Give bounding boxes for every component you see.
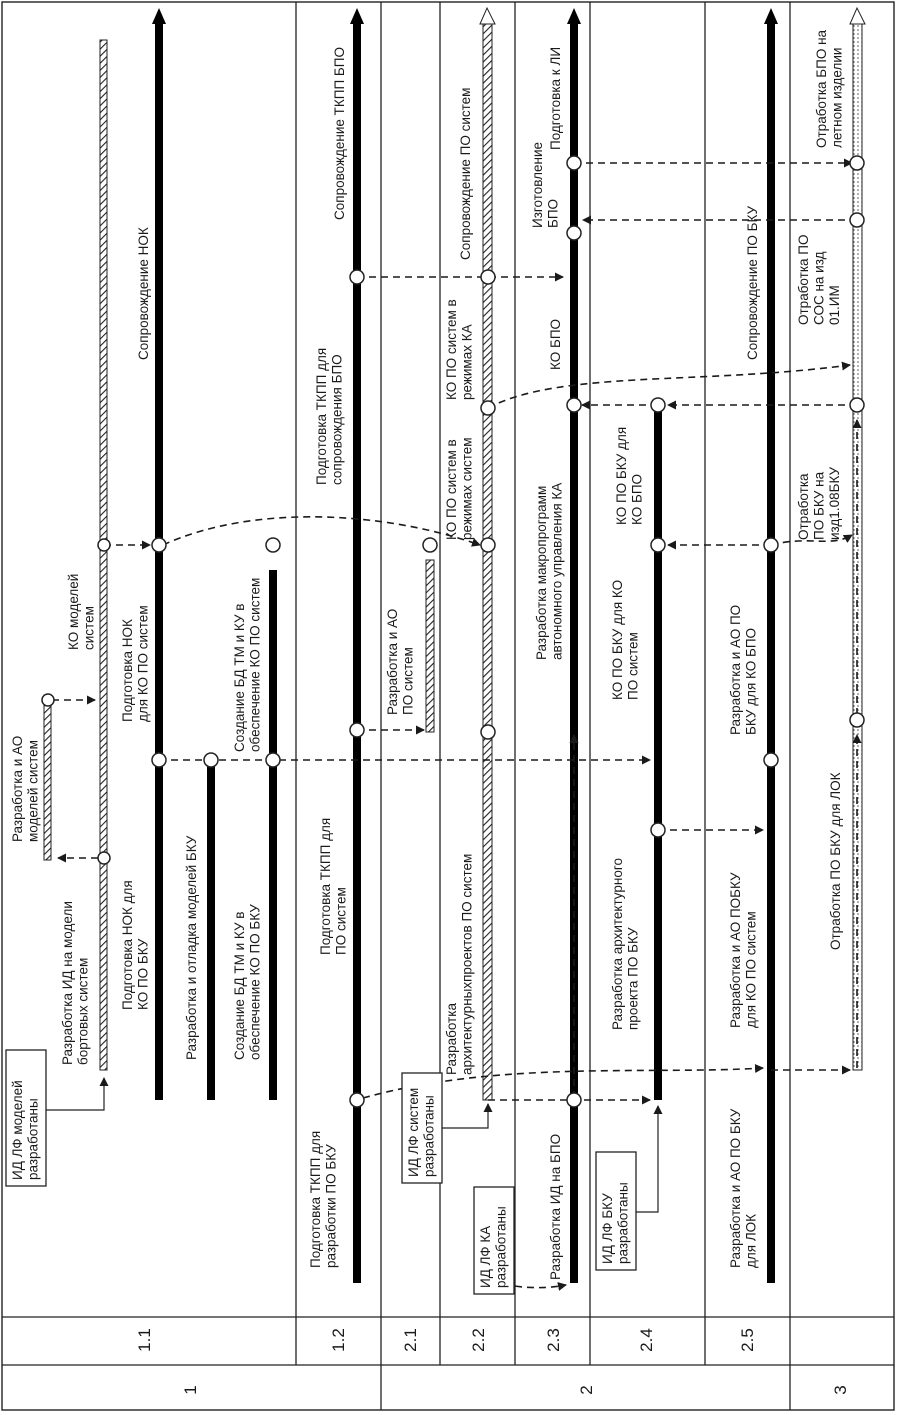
task-label (10, 736, 41, 842)
label-line: Создание БД ТМ и КУ в (232, 911, 247, 1060)
bar-hatched (483, 20, 492, 1100)
event-circle-icon (266, 753, 280, 767)
label-line: ИД ЛФ моделей (10, 1080, 25, 1180)
arrow-head-icon (152, 8, 166, 24)
note-leader (442, 1104, 488, 1128)
task-label (610, 580, 641, 700)
label-line: Разработка и АО ПО (728, 604, 743, 735)
task-label (314, 348, 345, 485)
task-label (530, 142, 561, 228)
task-label (548, 1134, 563, 1280)
note-id-lf-bku (600, 1182, 631, 1264)
task-label (444, 437, 475, 540)
label-line: для КО ПО систем (743, 911, 759, 1028)
event-circle-icon (651, 823, 665, 837)
label-line: режимах КА (459, 324, 475, 400)
label-line: ПО систем (625, 632, 641, 700)
event-circle-icon (350, 270, 364, 284)
event-circle-icon (481, 725, 495, 739)
arrow-head-icon (764, 8, 778, 24)
label-line: для КО ПО систем (135, 605, 151, 722)
label-line: обеспечение КО ПО БКУ (247, 904, 263, 1060)
label-line: ПО систем (400, 647, 416, 715)
label-line: 01.ИМ (827, 285, 843, 325)
label-line: Создание БД ТМ и КУ в (232, 603, 247, 752)
event-circle-icon (266, 538, 280, 552)
label-line: Сопровождение ТКПП БПО (332, 47, 347, 220)
label-line: БКУ для КО БПО (743, 627, 759, 735)
label-line: сопровождения БПО (329, 354, 345, 485)
label-line: Разработка и АО ПО БКУ (728, 1108, 743, 1268)
group-label-1: 1 (181, 1385, 200, 1395)
task-label (120, 880, 151, 1010)
event-circle-icon (481, 270, 495, 284)
event-circle-icon (350, 723, 364, 737)
label-line: обеспечение КО ПО систем (247, 577, 263, 752)
event-circle-icon (481, 538, 495, 552)
label-line: СОС на изд (811, 251, 827, 325)
arrow-head-icon (850, 8, 865, 24)
label-line: разработаны (421, 1095, 437, 1177)
event-circle-icon (350, 1093, 364, 1107)
label-line: ИД ЛФ систем (406, 1087, 421, 1177)
task-label (745, 206, 760, 360)
row-label-1-2: 1.2 (329, 1328, 348, 1352)
label-line: КО ПО БКУ для (614, 426, 629, 525)
event-circle-icon (152, 538, 166, 552)
bar-hatched (100, 40, 107, 1070)
task-label (308, 1131, 339, 1268)
label-line: Разработка ИД на модели (60, 901, 75, 1065)
label-line: Подготовка НОК для (120, 880, 135, 1010)
arrow-head-icon (567, 8, 581, 24)
label-line: КО БПО (548, 318, 563, 370)
task-label (232, 578, 263, 752)
bar-solid (767, 20, 775, 1283)
event-circle-icon (764, 538, 778, 552)
task-label (136, 227, 151, 360)
note-id-lf-systems (406, 1088, 437, 1177)
link-dashed-curve (488, 365, 850, 408)
event-circle-icon (764, 753, 778, 767)
label-line: Отработка ПО (796, 234, 811, 325)
event-circle-icon (850, 156, 864, 170)
task-label (728, 605, 759, 735)
label-line: разработаны (493, 1206, 509, 1288)
arrow-head-icon (350, 8, 364, 24)
label-line: систем (81, 606, 97, 650)
label-line: бортовых систем (75, 957, 91, 1065)
label-line: Подготовка НОК (120, 619, 135, 722)
task-label (828, 772, 843, 950)
bar-solid (155, 20, 163, 1100)
label-line: разработки ПО БКУ (323, 1144, 339, 1268)
task-label (548, 319, 563, 370)
label-line: КО моделей (66, 573, 81, 650)
label-line: Подготовка к ЛИ (548, 46, 563, 150)
label-line: Разработка и отладка моделей БКУ (184, 835, 199, 1060)
event-circle-icon (204, 753, 218, 767)
label-line: Разработка и АО (385, 608, 400, 715)
task-label (534, 483, 565, 660)
task-label (60, 901, 91, 1065)
label-line: ПО систем (333, 887, 349, 955)
label-line: разработаны (25, 1098, 41, 1180)
task-label (332, 47, 347, 220)
task-label (120, 605, 151, 722)
label-line: Разработка и АО ПОБКУ (728, 872, 743, 1028)
event-circle-icon (98, 852, 110, 864)
bar-hatched (44, 695, 51, 860)
label-line: моделей систем (25, 740, 41, 842)
task-label (66, 574, 97, 650)
row-label-2-5: 2.5 (738, 1328, 757, 1352)
task-label (796, 467, 842, 540)
label-line: режимах систем (459, 437, 475, 540)
event-circle-icon (850, 713, 864, 727)
task-label (444, 299, 475, 400)
label-line: Изготовление (530, 141, 545, 228)
bar-hatched (426, 560, 434, 732)
label-line: Сопровождение ПО систем (458, 87, 473, 260)
label-line: Разработка макропрограмм (534, 485, 549, 660)
task-label (814, 29, 845, 148)
label-line: Отработка БПО на (814, 29, 829, 148)
task-label (318, 818, 349, 955)
event-circle-icon (651, 538, 665, 552)
label-line: архитектурныхпроектов ПО систем (459, 853, 475, 1075)
event-circle-icon (481, 401, 495, 415)
task-label (548, 47, 563, 150)
row-label-1-1: 1.1 (135, 1328, 154, 1352)
label-line: ПО БКУ на (811, 471, 827, 540)
event-circle-icon (567, 1093, 581, 1107)
bar-solid (654, 400, 662, 1100)
label-line: КО ПО БКУ (135, 938, 151, 1010)
label-line: Сопровождение ПО БКУ (745, 205, 760, 360)
bar-solid (207, 760, 215, 1100)
label-line: ИД ЛФ КА (478, 1225, 493, 1288)
event-circle-icon (42, 694, 54, 706)
label-line: КО ПО систем в (444, 299, 459, 400)
label-line: Отработка (796, 473, 811, 540)
event-circle-icon (567, 398, 581, 412)
task-label (610, 858, 641, 1030)
arrow-head-icon (480, 8, 495, 24)
task-label (728, 1108, 759, 1268)
label-line: для ЛОК (743, 1213, 759, 1268)
event-circle-icon (98, 539, 110, 551)
label-line: КО ПО БКУ для КО (610, 579, 625, 700)
task-label (444, 854, 475, 1075)
label-line: Отработка ПО БКУ для ЛОК (828, 772, 843, 950)
label-line: БПО (545, 198, 561, 228)
row-label-2-3: 2.3 (544, 1328, 563, 1352)
task-label (184, 835, 199, 1060)
group-label-2: 2 (577, 1385, 596, 1395)
task-label (614, 427, 645, 525)
task-label (728, 872, 759, 1028)
event-circle-icon (651, 398, 665, 412)
row-label-2-2: 2.2 (469, 1328, 488, 1352)
note-leader (46, 1078, 104, 1110)
event-circle-icon (423, 538, 437, 552)
event-circle-icon (850, 213, 864, 227)
label-line: КО ПО систем в (444, 439, 459, 540)
label-line: Подготовка ТКПП для (318, 817, 333, 955)
label-line: Подготовка ТКПП для (308, 1130, 323, 1268)
event-circle-icon (152, 753, 166, 767)
label-line: разработаны (615, 1182, 631, 1264)
label-line: летном изделии (829, 47, 845, 148)
label-line: Подготовка ТКПП для (314, 347, 329, 485)
label-line: автономного управления КА (549, 482, 565, 660)
label-line: ИД ЛФ БКУ (600, 1193, 615, 1264)
event-circle-icon (850, 398, 864, 412)
label-line: Разработка ИД на БПО (548, 1133, 563, 1280)
row-label-2-4: 2.4 (637, 1328, 656, 1352)
label-line: проекта ПО БКУ (625, 927, 641, 1030)
task-label (232, 904, 263, 1060)
label-line: Сопровождение НОК (136, 227, 151, 360)
label-line: Разработка архитектурного (610, 858, 625, 1030)
label-line: КО БПО (629, 473, 645, 525)
task-label (458, 88, 473, 260)
event-circle-icon (567, 156, 581, 170)
task-label (796, 235, 842, 326)
label-line: Разработка (444, 1003, 459, 1075)
row-label-2-1: 2.1 (401, 1328, 420, 1352)
label-line: изд1.08БКУ (827, 466, 843, 540)
group-label-3: 3 (831, 1385, 850, 1395)
event-circle-icon (567, 226, 581, 240)
bar-solid (269, 570, 277, 1100)
label-line: Разработка и АО (10, 735, 25, 842)
task-label (385, 609, 416, 715)
note-leader (636, 1106, 658, 1212)
